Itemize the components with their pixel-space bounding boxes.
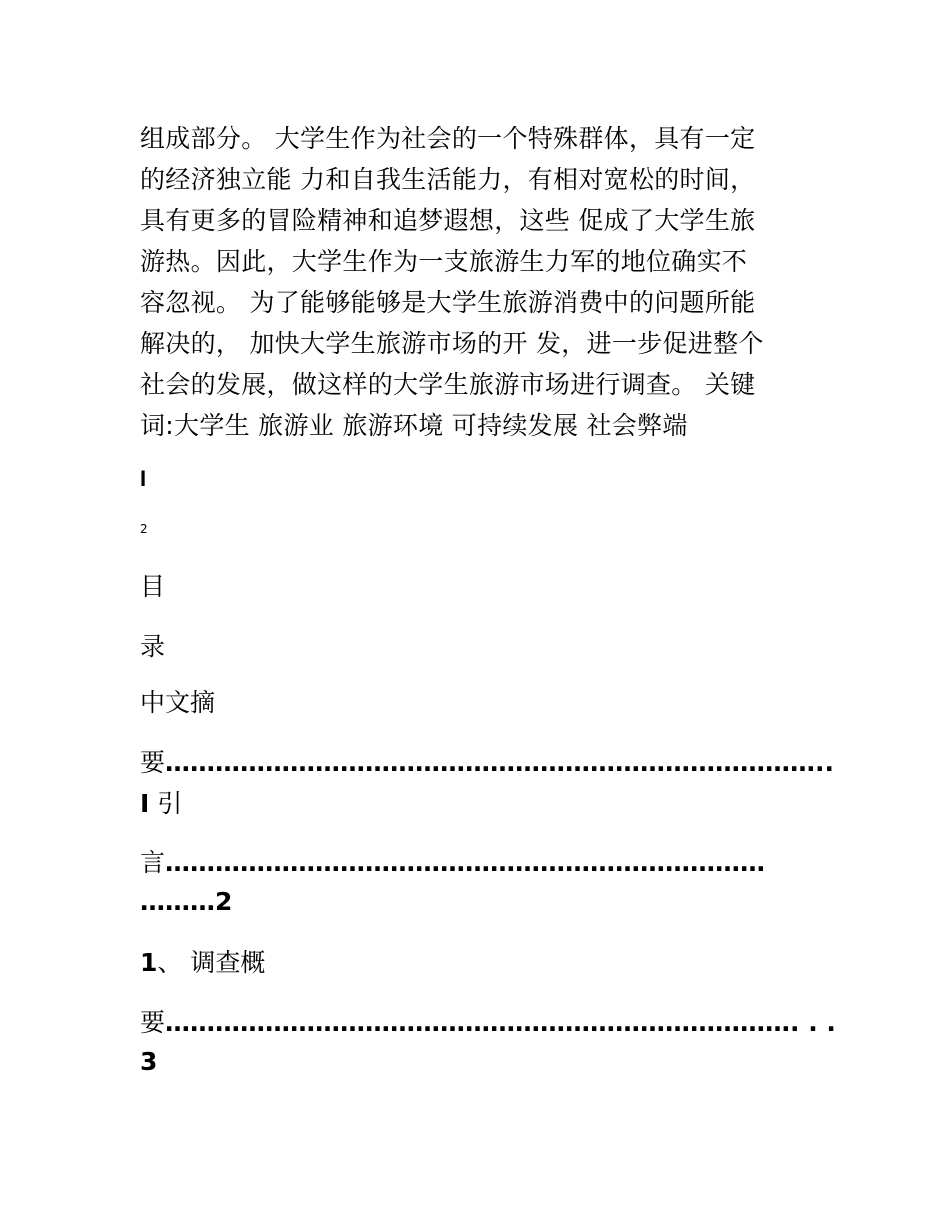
page-number: 2: [140, 522, 148, 536]
toc-leader-dots: ………: [140, 887, 215, 916]
toc-entry-abstract-heading: 中文摘: [140, 688, 216, 717]
toc-leader-dots: ………………………………………………………………: [165, 848, 766, 877]
toc-entry-intro-heading: [140, 784, 182, 824]
toc-entry-abstract-page: I: [140, 789, 150, 818]
abstract-line: 游热。因此，大学生作为一支旅游生力军的地位确实不: [140, 247, 748, 276]
toc-title-char-2: 录: [140, 632, 166, 661]
toc-entry-survey-leader: [140, 1003, 836, 1043]
toc-entry-intro-char: 引: [157, 789, 183, 818]
roman-page-marker: I: [140, 466, 147, 491]
abstract-line: 的经济独立能 力和自我生活能力，有相对宽松的时间，: [140, 165, 756, 194]
abstract-line: 具有更多的冒险精神和追梦遐想，这些 促成了大学生旅: [140, 206, 756, 235]
toc-entry-survey-sep: 、: [157, 948, 183, 977]
toc-leader-dots: …………………………………………………………………. . .: [165, 1008, 836, 1037]
abstract-paragraph: [140, 118, 820, 446]
abstract-line: 解决的， 加快大学生旅游市场的开 发，进一步促进整个: [140, 329, 764, 358]
toc-entry-survey-page: 3: [140, 1047, 158, 1076]
abstract-line: 组成部分。 大学生作为社会的一个特殊群体，具有一定: [140, 124, 756, 153]
abstract-keywords-line: 词:大学生 旅游业 旅游环境 可持续发展 社会弊端: [140, 411, 688, 440]
toc-entry-survey-title: 调查概: [190, 948, 266, 977]
toc-entry-survey-number: 1: [140, 948, 158, 977]
toc-entry-intro-page-line: [140, 882, 232, 922]
toc-entry-abstract-leader: [140, 743, 834, 783]
abstract-line: 容忽视。 为了能够能够是大学生旅游消费中的问题所能: [140, 288, 756, 317]
toc-entry-intro-leader: [140, 843, 765, 883]
toc-entry-survey-heading: [140, 943, 265, 983]
abstract-line: 社会的发展，做这样的大学生旅游市场进行调查。 关键: [140, 370, 756, 399]
toc-leader-dots: ……………………………………………………………………..: [165, 748, 835, 777]
toc-entry-intro-char-2: 言: [140, 848, 166, 877]
toc-entry-abstract-char: 要: [140, 748, 166, 777]
toc-entry-intro-page: 2: [215, 887, 233, 916]
toc-title-char-1: 目: [140, 572, 166, 601]
toc-entry-survey-char: 要: [140, 1008, 166, 1037]
